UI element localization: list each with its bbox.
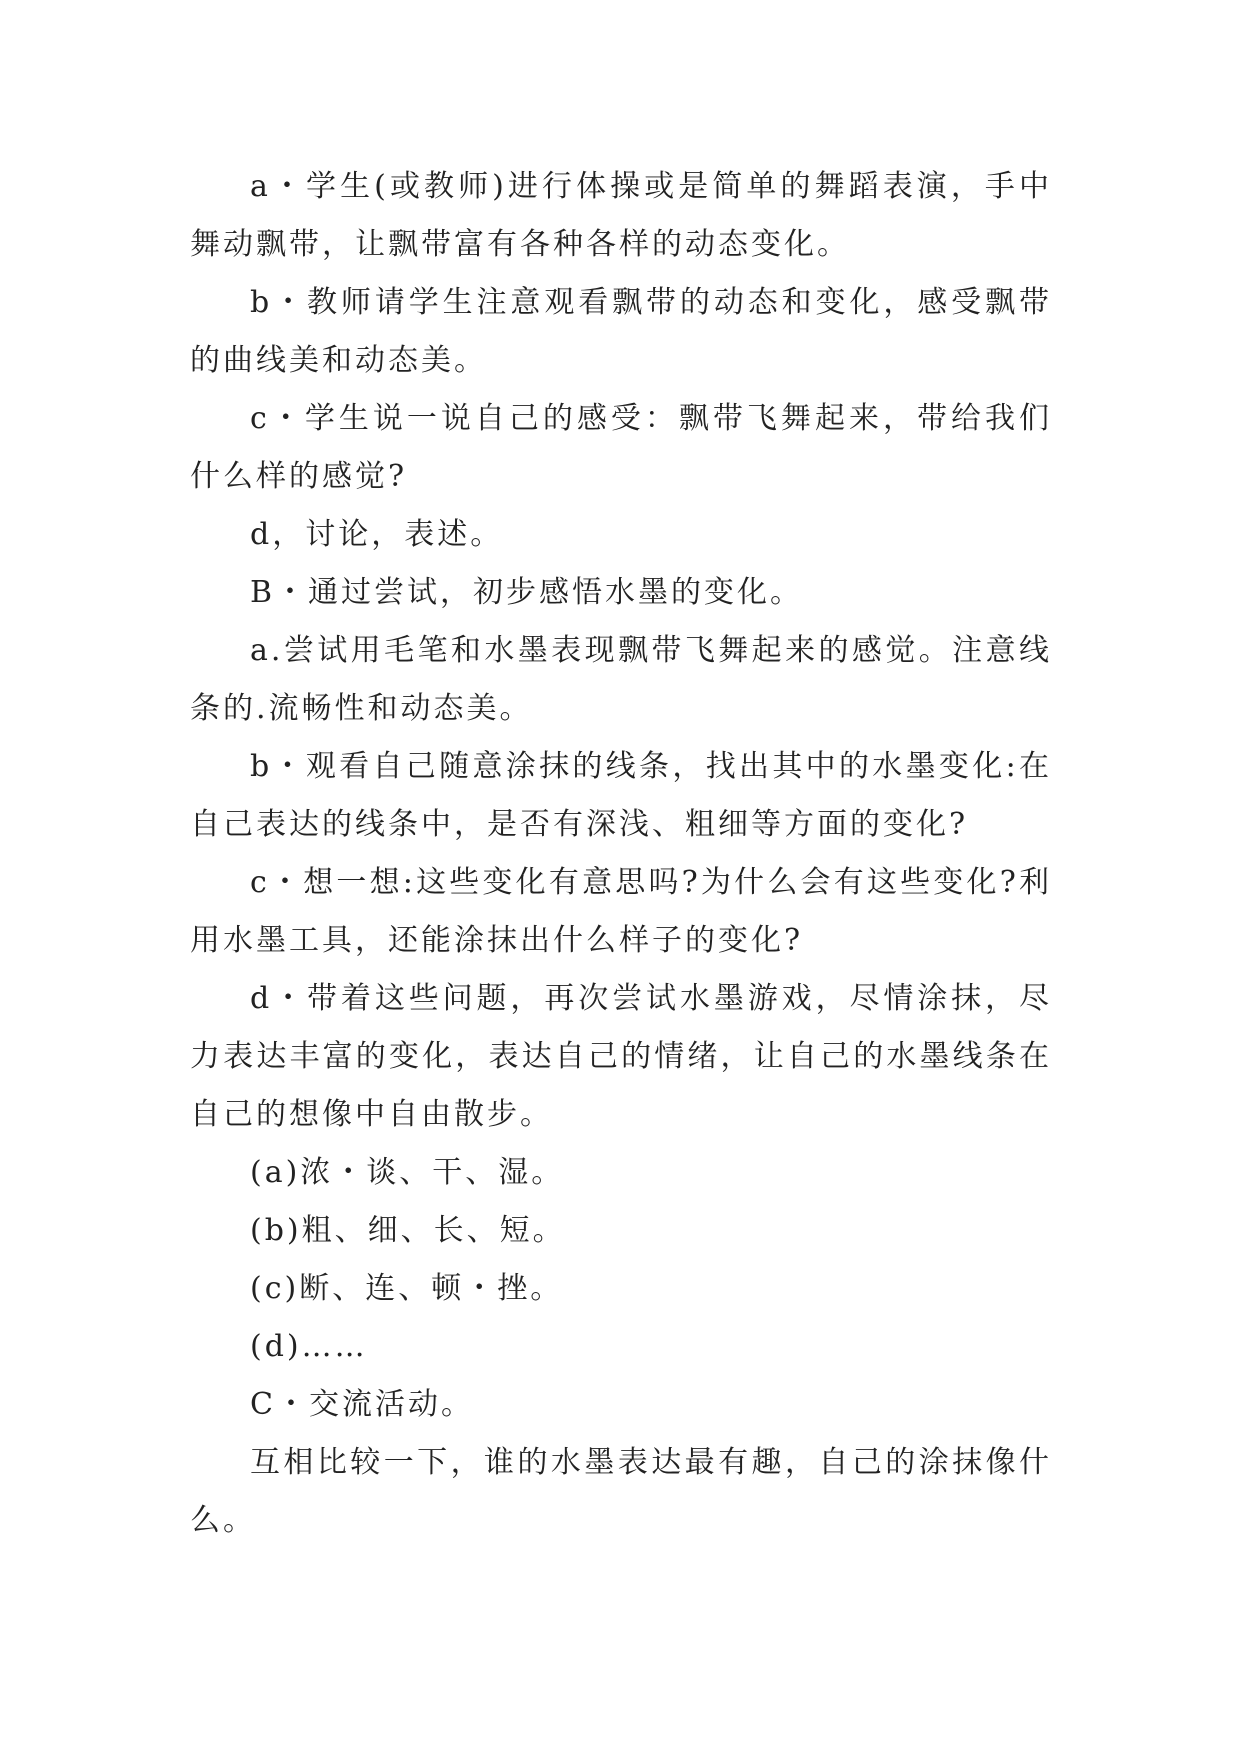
document-body	[190, 158, 1052, 1550]
paragraph-8: c・想一想:这些变化有意思吗?为什么会有这些变化?利用水墨工具，还能涂抹出什么样子的变化?	[190, 865, 1052, 958]
paragraph-15: 互相比较一下，谁的水墨表达最有趣，自己的涂抹像什么。	[190, 1445, 1052, 1538]
paragraph-3: c・学生说一说自己的感受：飘带飞舞起来，带给我们什么样的感觉?	[190, 401, 1052, 494]
paragraph-2: b・教师请学生注意观看飘带的动态和变化，感受飘带的曲线美和动态美。	[190, 285, 1052, 378]
paragraph-9: d・带着这些问题，再次尝试水墨游戏，尽情涂抹，尽力表达丰富的变化，表达自己的情绪，让自己的水墨线条在自己的想像中自由散步。	[190, 981, 1052, 1132]
paragraph-1: a・学生(或教师)进行体操或是简单的舞蹈表演，手中舞动飘带，让飘带富有各种各样的动态变化。	[190, 169, 1052, 262]
paragraph-12: (c)断、连、顿・挫。	[250, 1271, 564, 1306]
paragraph-7: b・观看自己随意涂抹的线条，找出其中的水墨变化:在自己表达的线条中，是否有深浅、粗细等方面的变化?	[190, 749, 1052, 842]
paragraph-11: (b)粗、细、长、短。	[250, 1213, 566, 1248]
paragraph-13: (d)……	[250, 1329, 368, 1364]
paragraph-10: (a)浓・谈、干、湿。	[250, 1155, 565, 1190]
paragraph-5: B・通过尝试，初步感悟水墨的变化。	[250, 575, 804, 610]
paragraph-4: d，讨论，表述。	[250, 517, 504, 552]
paragraph-6: a.尝试用毛笔和水墨表现飘带飞舞起来的感觉。注意线条的.流畅性和动态美。	[190, 633, 1052, 726]
paragraph-14: C・交流活动。	[250, 1387, 474, 1422]
